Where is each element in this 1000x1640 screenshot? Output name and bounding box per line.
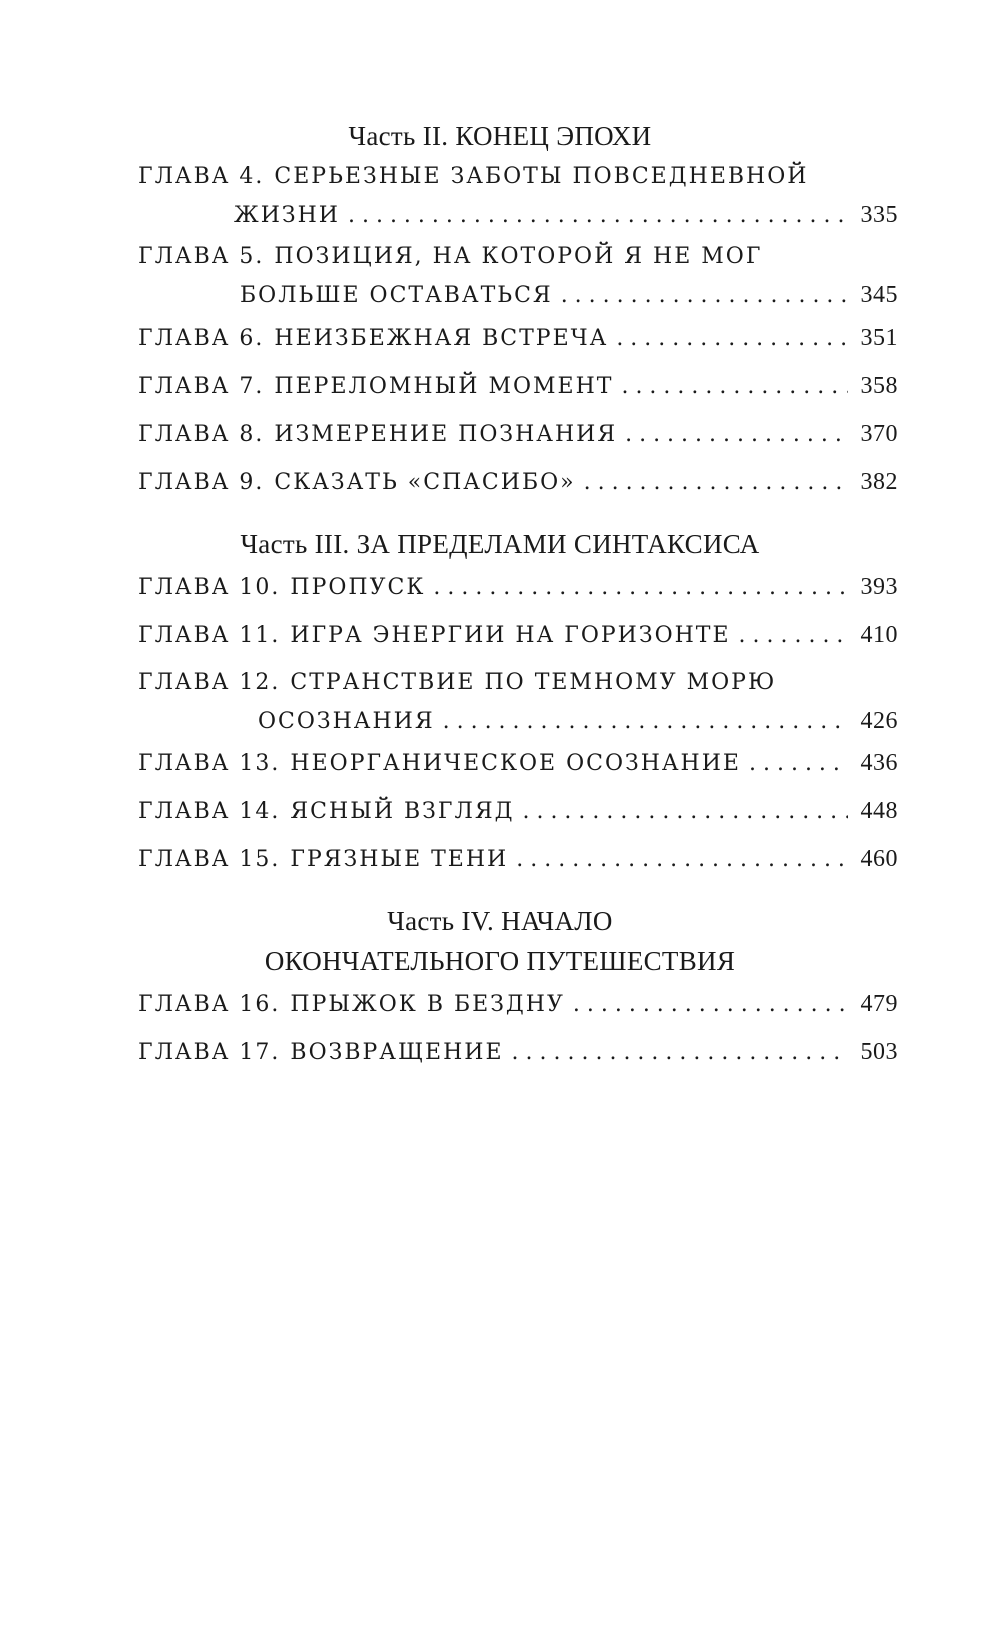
chapter-title: СТРАНСТВИЕ ПО ТЕМНОМУ МОРЮ bbox=[290, 670, 777, 695]
dot-leader bbox=[625, 416, 848, 454]
chapter-title-continued: ЖИЗНИ bbox=[234, 203, 340, 228]
page-number: 335 bbox=[860, 202, 898, 228]
page-number: 382 bbox=[860, 469, 898, 495]
dot-leader bbox=[348, 197, 848, 235]
dot-leader bbox=[512, 1034, 848, 1072]
toc-entry-chapter-17[interactable] bbox=[138, 1033, 898, 1071]
dot-leader bbox=[522, 793, 848, 831]
chapter-title-continued: ОСОЗНАНИЯ bbox=[258, 709, 435, 734]
toc-entry-chapter-15[interactable] bbox=[138, 840, 898, 878]
chapter-title: СКАЗАТЬ «СПАСИБО» bbox=[274, 470, 576, 495]
toc-entry-chapter-13[interactable] bbox=[138, 744, 898, 782]
toc-entry-chapter-6[interactable] bbox=[138, 319, 898, 357]
toc-entry-chapter-12[interactable] bbox=[138, 664, 898, 740]
page-number: 448 bbox=[860, 798, 898, 824]
dot-leader bbox=[739, 617, 848, 655]
toc-entry-chapter-16[interactable] bbox=[138, 985, 898, 1023]
chapter-label: ГЛАВА 14. bbox=[138, 799, 281, 824]
dot-leader bbox=[561, 277, 848, 315]
chapter-title: СЕРЬЕЗНЫЕ ЗАБОТЫ ПОВСЕДНЕВНОЙ bbox=[274, 164, 809, 189]
toc-entry-chapter-9[interactable] bbox=[138, 463, 898, 501]
dot-leader bbox=[573, 986, 848, 1024]
chapter-label: ГЛАВА 8. bbox=[138, 422, 265, 447]
chapter-title: ПРЫЖОК В БЕЗДНУ bbox=[290, 992, 565, 1017]
toc-entry-chapter-8[interactable] bbox=[138, 415, 898, 453]
page-number: 479 bbox=[860, 991, 898, 1017]
page-number: 345 bbox=[860, 282, 898, 308]
toc-entry-chapter-4[interactable] bbox=[138, 158, 898, 234]
toc-entry-chapter-10[interactable] bbox=[138, 568, 898, 606]
chapter-label: ГЛАВА 17. bbox=[138, 1040, 281, 1065]
chapter-label: ГЛАВА 4. bbox=[138, 164, 265, 189]
page-number: 358 bbox=[860, 373, 898, 399]
dot-leader bbox=[516, 841, 848, 879]
page-number: 370 bbox=[860, 421, 898, 447]
chapter-label: ГЛАВА 10. bbox=[138, 575, 281, 600]
toc-entry-chapter-7[interactable] bbox=[138, 367, 898, 405]
chapter-label: ГЛАВА 7. bbox=[138, 374, 265, 399]
part-3-title: Часть III. ЗА ПРЕДЕЛАМИ СИНТАКСИСА bbox=[240, 529, 760, 559]
part-2-title: Часть II. КОНЕЦ ЭПОХИ bbox=[348, 121, 652, 151]
dot-leader bbox=[621, 368, 848, 406]
page-number: 426 bbox=[860, 708, 898, 734]
toc-entry-chapter-11[interactable] bbox=[138, 616, 898, 654]
chapter-title: ИГРА ЭНЕРГИИ НА ГОРИЗОНТЕ bbox=[290, 623, 731, 648]
page-number: 436 bbox=[860, 750, 898, 776]
page-number: 351 bbox=[860, 325, 898, 351]
dot-leader bbox=[749, 745, 848, 783]
chapter-title: ПЕРЕЛОМНЫЙ МОМЕНТ bbox=[274, 374, 614, 399]
chapter-title: ПОЗИЦИЯ, НА КОТОРОЙ Я НЕ МОГ bbox=[274, 244, 763, 269]
chapter-title: ЯСНЫЙ ВЗГЛЯД bbox=[290, 799, 515, 824]
dot-leader bbox=[433, 569, 848, 607]
chapter-title: ГРЯЗНЫЕ ТЕНИ bbox=[290, 847, 509, 872]
chapter-title: НЕОРГАНИЧЕСКОЕ ОСОЗНАНИЕ bbox=[290, 751, 741, 776]
part-4-title: Часть IV. НАЧАЛО bbox=[387, 906, 613, 936]
chapter-label: ГЛАВА 13. bbox=[138, 751, 281, 776]
chapter-title: ПРОПУСК bbox=[290, 575, 426, 600]
page-number: 460 bbox=[860, 846, 898, 872]
chapter-title: ВОЗВРАЩЕНИЕ bbox=[290, 1040, 504, 1065]
chapter-label: ГЛАВА 11. bbox=[138, 623, 281, 648]
page-number: 393 bbox=[860, 574, 898, 600]
chapter-title-continued: БОЛЬШЕ ОСТАВАТЬСЯ bbox=[240, 283, 553, 308]
chapter-label: ГЛАВА 5. bbox=[138, 244, 265, 269]
page-number: 410 bbox=[860, 622, 898, 648]
chapter-label: ГЛАВА 16. bbox=[138, 992, 281, 1017]
chapter-label: ГЛАВА 15. bbox=[138, 847, 281, 872]
dot-leader bbox=[584, 464, 848, 502]
toc-entry-chapter-14[interactable] bbox=[138, 792, 898, 830]
chapter-label: ГЛАВА 12. bbox=[138, 670, 281, 695]
chapter-label: ГЛАВА 9. bbox=[138, 470, 265, 495]
toc-entry-chapter-5[interactable] bbox=[138, 238, 898, 314]
part-4-title-continued: ОКОНЧАТЕЛЬНОГО ПУТЕШЕСТВИЯ bbox=[264, 946, 736, 976]
page-number: 503 bbox=[860, 1039, 898, 1065]
chapter-label: ГЛАВА 6. bbox=[138, 326, 265, 351]
dot-leader bbox=[616, 320, 848, 358]
dot-leader bbox=[443, 703, 848, 741]
chapter-title: ИЗМЕРЕНИЕ ПОЗНАНИЯ bbox=[274, 422, 618, 447]
chapter-title: НЕИЗБЕЖНАЯ ВСТРЕЧА bbox=[274, 326, 609, 351]
